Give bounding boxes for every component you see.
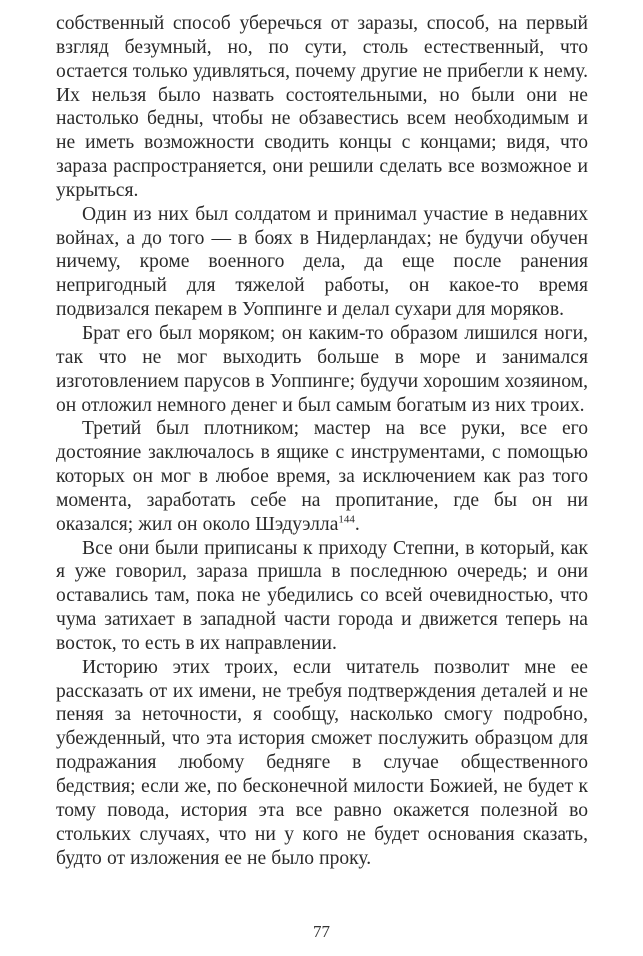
footnote-marker[interactable]: 144 xyxy=(338,513,355,526)
paragraph-2: Один из них был солдатом и принимал участие в недавних войнах, а до того — в боях в Нидерландах; не будучи обучен ничему, кроме военного дела, да еще после ранения непригодный для тяжелой работы, он какое-то время подвизался пекарем в Уоппинге и делал сухари для моряков. xyxy=(56,203,588,321)
paragraph-4-end: . xyxy=(354,513,360,535)
book-page-body xyxy=(56,12,588,870)
paragraph-1: собственный способ уберечься от заразы, способ, на первый взгляд безумный, но, по сути, столь естественный, что остается только удивляться, почему другие не прибегли к нему. Их нельзя было назвать состоятельными, но были они не настолько бедны, чтобы не обзавестись всем необходимым и не иметь возможности сводить концы с концами; видя, что зараза распространяется, они решили сделать все возможное и укрыться. xyxy=(56,13,588,201)
paragraph-4 xyxy=(56,417,588,536)
paragraph-6: Историю этих троих, если читатель позволит мне ее рассказать от их имени, не требуя подтверждения деталей и не пеняя за неточности, я сообщу, насколько смогу подробно, убежденный, что эта история сможет послужить образцом для подражания любому бедняге в случае общественного бедствия; если же, по бесконечной милости Божией, не будет к тому повода, история эта все равно окажется полезной во стольких случаях, что ни у кого не будет основания сказать, будто от изложения ее не было проку. xyxy=(56,656,588,869)
paragraph-5: Все они были приписаны к приходу Степни, в который, как я уже говорил, зараза пришла в последнюю очередь; и они оставались там, пока не убедились со всей очевидностью, что чума затихает в западной части города и движется теперь на восток, то есть в их направлении. xyxy=(56,537,588,654)
paragraph-3: Брат его был моряком; он каким-то образом лишился ноги, так что не мог выходить больше в море и занимался изготовлением парусов в Уоппинге; будучи хорошим хозяином, он отложил немного денег и был самым богатым из них троих. xyxy=(56,322,588,416)
paragraph-4-text: Третий был плотником; мастер на все руки, все его достояние заключалось в ящике с инструментами, с помощью которых он мог в любое время, за исключением как раз того момента, заработать себе на пропитание, где бы он ни оказался; жил он около Шэдуэлла xyxy=(56,418,588,535)
page-number: 77 xyxy=(313,922,330,941)
